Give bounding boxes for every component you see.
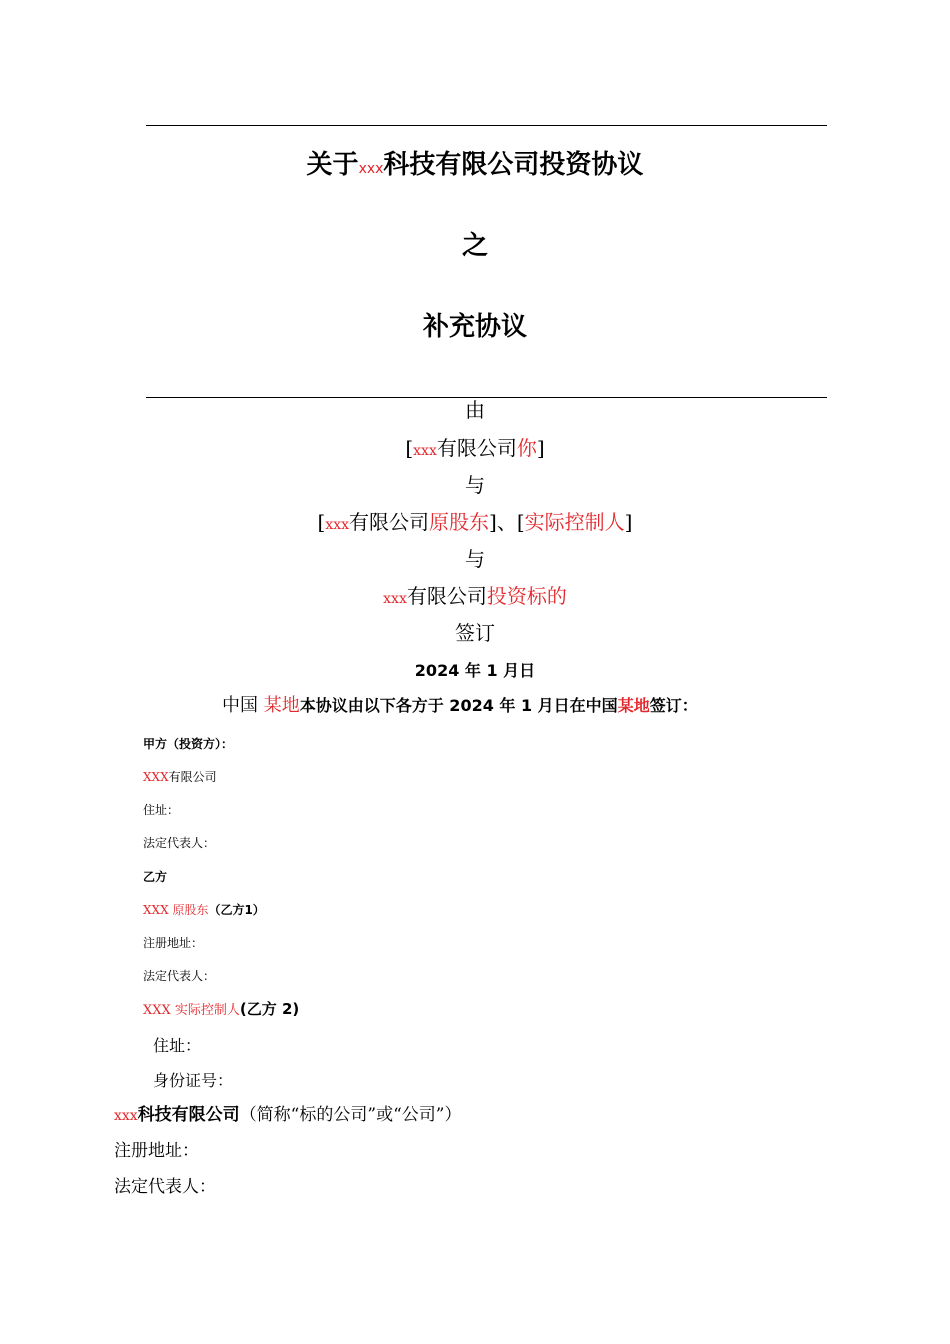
p1-role: 你: [516, 436, 537, 460]
party3-line: [0, 584, 950, 611]
party-b1-address: 注册地址：: [143, 936, 204, 950]
party-b1-tag: （乙方1）: [208, 903, 265, 917]
bracket-separator: ]、[: [489, 510, 525, 534]
bracket: [: [317, 510, 326, 534]
title-line3: 补充协议: [422, 312, 527, 342]
place-placeholder-2: 某地: [617, 696, 650, 715]
party-b2-tag: (乙方 2): [239, 1000, 300, 1018]
party-a-company: 有限公司: [168, 770, 217, 784]
p2-company: 有限公司: [349, 510, 430, 534]
bracket: ]: [536, 436, 545, 460]
p1-company: 有限公司: [436, 436, 517, 460]
place-line: [222, 695, 698, 717]
party-a-name: [143, 769, 217, 785]
party-b2-name: [143, 1001, 299, 1019]
target-company-name: 科技有限公司: [137, 1105, 240, 1125]
party-b1-placeholder: XXX 原股东: [143, 903, 209, 917]
country: 中国: [222, 695, 258, 716]
title-suffix: 科技有限公司投资协议: [383, 150, 644, 180]
party-b-heading: 乙方: [143, 870, 168, 884]
party-a-address: 住址：: [143, 803, 180, 817]
target-address: 注册地址：: [114, 1141, 199, 1161]
and-line-2: 与: [465, 547, 485, 571]
date-line: 2024 年 1 月日: [414, 661, 536, 680]
party-a-legal-rep: 法定代表人：: [143, 836, 216, 850]
p3-placeholder: xxx: [383, 591, 407, 607]
target-legal-rep: 法定代表人：: [114, 1177, 216, 1197]
title-prefix: 关于: [306, 150, 359, 180]
title-line2: 之: [461, 231, 488, 261]
target-abbrev: （简称“标的公司”或“公司”）: [239, 1105, 462, 1125]
party1-line: [0, 436, 950, 463]
place-placeholder: 某地: [263, 695, 300, 716]
party2-line: [0, 510, 950, 537]
document-title: [0, 148, 950, 186]
p2-role: 原股东: [429, 510, 490, 534]
p3-role: 投资标的: [486, 584, 567, 608]
party-b1-legal-rep: 法定代表人：: [143, 969, 216, 983]
place-text: 本协议由以下各方于 2024 年 1 月日在中国: [299, 696, 618, 715]
party-b2-id: 身份证号：: [153, 1071, 234, 1090]
party-b2-address: 住址：: [153, 1036, 202, 1055]
p2-placeholder: xxx: [325, 517, 350, 533]
signed-line: 签订: [455, 621, 495, 645]
party-b1-name: [143, 902, 265, 918]
party-a-placeholder: XXX: [143, 770, 169, 784]
party-a-heading: 甲方（投资方）：: [143, 737, 234, 751]
top-rule: [146, 125, 827, 126]
title-placeholder: xxx: [358, 161, 384, 177]
p3-company: 有限公司: [406, 584, 487, 608]
bracket: ]: [624, 510, 633, 534]
target-company-line: [114, 1104, 461, 1127]
party-b2-placeholder: XXX 实际控制人: [143, 1003, 240, 1018]
p2-role2: 实际控制人: [524, 510, 625, 534]
bracket: [: [405, 436, 414, 460]
target-placeholder: xxx: [114, 1108, 138, 1124]
and-line-1: 与: [465, 473, 485, 497]
by-line: 由: [465, 398, 485, 422]
place-text-end: 签订：: [649, 696, 698, 715]
p1-placeholder: xxx: [413, 443, 437, 459]
